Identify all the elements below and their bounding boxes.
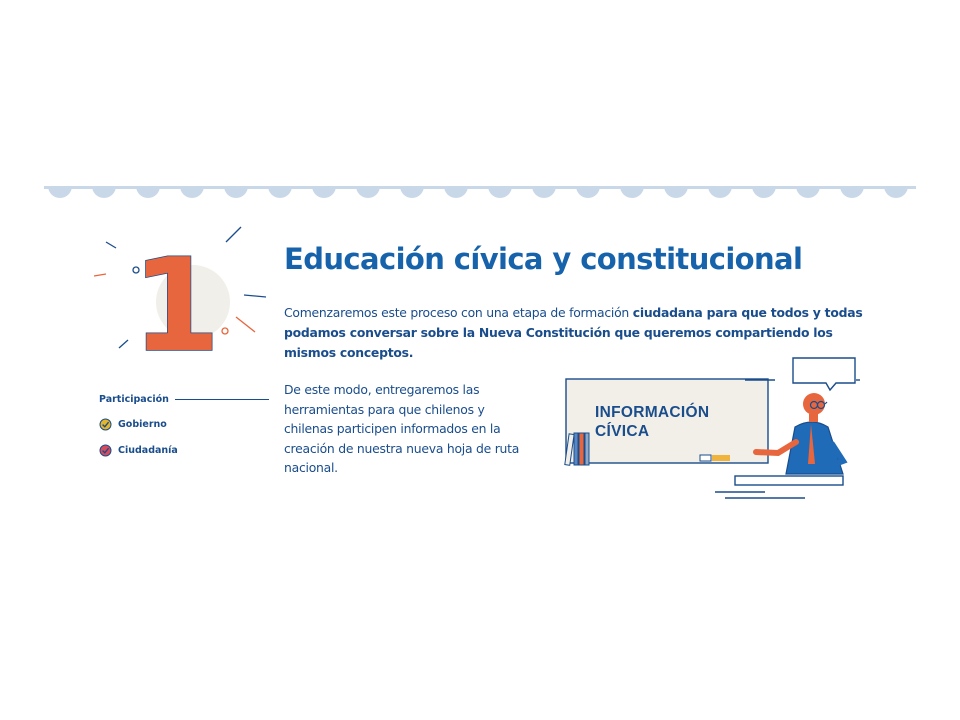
legend-heading: Participación — [99, 394, 169, 405]
legend-item-ciudadania — [99, 444, 269, 457]
participation-legend — [99, 394, 269, 457]
step-number-graphic — [86, 220, 276, 360]
step-number: 1 — [131, 232, 221, 360]
intro-lead: Comenzaremos este proceso con una etapa de formación — [284, 305, 633, 320]
legend-item-label: Ciudadanía — [118, 445, 178, 456]
whiteboard-line-1: INFORMACIÓN — [595, 404, 710, 421]
body-paragraph: De este modo, entregaremos las herramientas para que chilenos y chilenas participen informados en la creación de nuestra nueva hoja de ruta nacional. — [284, 382, 520, 475]
legend-item-label: Gobierno — [118, 419, 167, 430]
check-circle-icon — [99, 418, 112, 431]
page-title: Educación cívica y constitucional — [284, 242, 803, 276]
wave-border — [44, 186, 916, 200]
check-circle-icon — [99, 444, 112, 457]
whiteboard-text — [595, 403, 755, 441]
whiteboard-line-2: CÍVICA — [595, 423, 650, 440]
legend-item-gobierno — [99, 418, 269, 431]
legend-divider — [175, 399, 269, 400]
intro-bold: ciudadana para que todos y todas podamos conversar sobre la Nueva Constitución que queremos compartiendo los mismos conceptos. — [284, 305, 863, 360]
